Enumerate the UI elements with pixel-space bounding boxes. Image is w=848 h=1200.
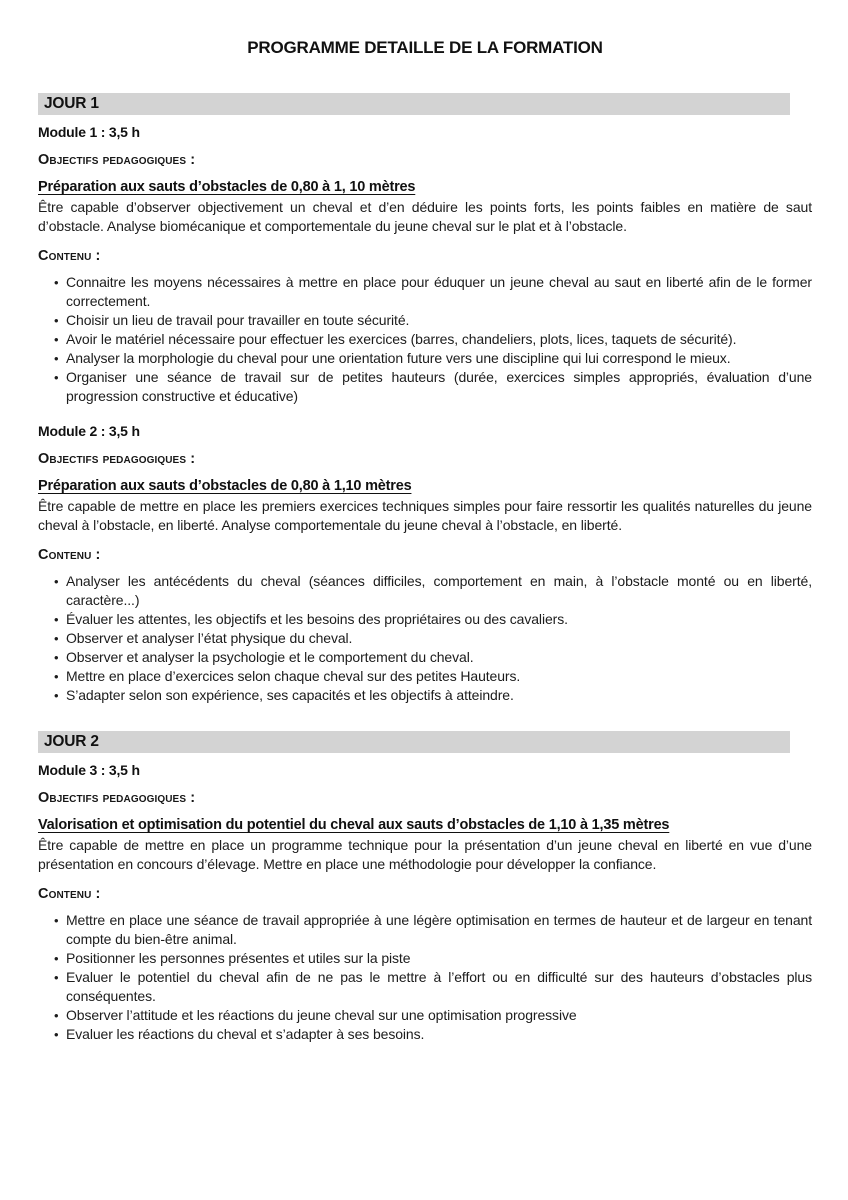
day-section-jour-1 xyxy=(38,93,812,705)
day-header-label: JOUR 1 xyxy=(44,95,99,112)
objective-text: Être capable de mettre en place un programme technique pour la présentation d’un jeune cheval en liberté en vue d’une présentation en concours d’élevage. Mettre en place une méthodologie pour développer la confiance. xyxy=(38,837,812,872)
list-item: • Evaluer les réactions du cheval et s’adapter à ses besoins. xyxy=(66,1025,812,1044)
list-item: • Mettre en place une séance de travail appropriée à une légère optimisation en termes de hauteur et de largeur en tenant compte du bien-être animal. xyxy=(66,911,812,949)
list-item: • Mettre en place d’exercices selon chaque cheval sur des petites Hauteurs. xyxy=(66,667,812,686)
day-header-bar xyxy=(38,731,790,753)
content-list xyxy=(38,273,812,406)
list-item: • S’adapter selon son expérience, ses capacités et les objectifs à atteindre. xyxy=(66,686,812,705)
list-item: • Evaluer le potentiel du cheval afin de ne pas le mettre à l’effort ou en difficulté sur des hauteurs d’obstacles plus conséquentes. xyxy=(66,968,812,1006)
content-label: Contenu : xyxy=(38,886,101,902)
objective-heading: Préparation aux sauts d’obstacles de 0,80 à 1, 10 mètres xyxy=(38,179,416,195)
module-3 xyxy=(38,761,812,1044)
list-item: • Avoir le matériel nécessaire pour effectuer les exercices (barres, chandeliers, plots, lices, taquets de sécurité). xyxy=(66,330,812,349)
list-item: • Observer et analyser la psychologie et le comportement du cheval. xyxy=(66,648,812,667)
list-item: • Positionner les personnes présentes et utiles sur la piste xyxy=(66,949,812,968)
objectives-label: Objectifs pedagogiques : xyxy=(38,152,196,168)
day-header-bar xyxy=(38,93,790,115)
module-2 xyxy=(38,422,812,705)
list-item: • Évaluer les attentes, les objectifs et les besoins des propriétaires ou des cavaliers. xyxy=(66,610,812,629)
list-item: • Choisir un lieu de travail pour travailler en toute sécurité. xyxy=(66,311,812,330)
list-item: • Analyser la morphologie du cheval pour une orientation future vers une discipline qui lui correspond le mieux. xyxy=(66,349,812,368)
list-item: • Observer et analyser l’état physique du cheval. xyxy=(66,629,812,648)
list-item: • Observer l’attitude et les réactions du jeune cheval sur une optimisation progressive xyxy=(66,1006,812,1025)
module-1 xyxy=(38,123,812,406)
content-label: Contenu : xyxy=(38,547,101,563)
content-list xyxy=(38,911,812,1044)
day-header-label: JOUR 2 xyxy=(44,733,99,750)
content-label: Contenu : xyxy=(38,248,101,264)
objective-text: Être capable de mettre en place les premiers exercices techniques simples pour faire ressortir les qualités naturelles du jeune cheval à l’obstacle, en liberté. Analyse comportementale du jeune cheval à l’obstacle, en liberté. xyxy=(38,498,812,533)
list-item: • Organiser une séance de travail sur de petites hauteurs (durée, exercices simples appropriés, évaluation d’une progression constructive et éducative) xyxy=(66,368,812,406)
page-title: PROGRAMME DETAILLE DE LA FORMATION xyxy=(247,38,603,57)
day-section-jour-2 xyxy=(38,731,812,1044)
objectives-label: Objectifs pedagogiques : xyxy=(38,790,196,806)
objective-text: Être capable d’observer objectivement un cheval et d’en déduire les points forts, les points faibles en matière de saut d’obstacle. Analyse biomécanique et comportementale du jeune cheval sur le plat et à l’obstacle. xyxy=(38,199,812,234)
objectives-label: Objectifs pedagogiques : xyxy=(38,451,196,467)
module-title: Module 1 : 3,5 h xyxy=(38,124,140,140)
module-title: Module 2 : 3,5 h xyxy=(38,423,140,439)
list-item: • Analyser les antécédents du cheval (séances difficiles, comportement en main, à l’obstacle monté ou en liberté, caractère...) xyxy=(66,572,812,610)
objective-heading: Préparation aux sauts d’obstacles de 0,80 à 1,10 mètres xyxy=(38,478,412,494)
objective-heading: Valorisation et optimisation du potentiel du cheval aux sauts d’obstacles de 1,10 à 1,35 mètres xyxy=(38,817,670,833)
list-item: • Connaitre les moyens nécessaires à mettre en place pour éduquer un jeune cheval au saut en liberté afin de le former correctement. xyxy=(66,273,812,311)
content-list xyxy=(38,572,812,705)
module-title: Module 3 : 3,5 h xyxy=(38,762,140,778)
